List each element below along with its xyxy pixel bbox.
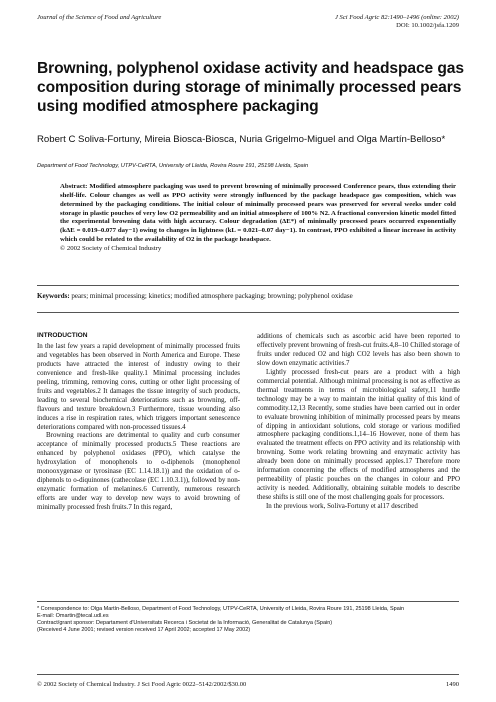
section-heading: INTRODUCTION	[37, 332, 88, 339]
article-title: Browning, polyphenol oxidase activity and headspace gas composition during storage of minimally processed pears using modified atmosphere packaging	[37, 60, 464, 115]
author-list: Robert C Soliva-Fortuny, Mireia Biosca-Biosca, Nuria Grigelmo-Miguel and Olga Martín-Belloso*	[37, 134, 446, 145]
keywords-text: pears; minimal processing; kinetics; modified atmosphere packaging; browning; polyphenol oxidase	[71, 292, 353, 300]
abstract	[60, 183, 456, 254]
footnotes	[37, 606, 461, 634]
affiliation: Department of Food Technology, UTPV-CeRTA, University of Lleida, Rovira Roure 191, 25198 Lleida, Spain	[37, 163, 309, 169]
paragraph: Lightly processed fresh-cut pears are a product with a high commercial potential. Although minimal processing is not as effective as thermal treatments in terms of microbiological safety,11 hurdle technology may be a way to maintain the initial quality of this kind of commodity.12,13 Recently, some studies have been carried out in order to evaluate browning inhibition of minimally processed pears by means of dipping in antioxidant solutions, cold storage or various modified atmosphere packaging conditions.1,14–16 However, none of them has evaluated the treatment effects on PPO activity and its relationship with browning. Some work relating browning and enzymatic activity has already been done on minimally processed apples.17 Therefore more information concerning the effects of modified atmospheres and the permeability of plastic pouches on the changes in colour and PPO activity is needed. Additionally, obtaining suitable models to describe these shifts is still one of the most challenging goals for processors.	[257, 367, 460, 502]
citation: J Sci Food Agric 82:1490–1496 (online: 2002)	[334, 14, 459, 21]
page-number: 1490	[446, 681, 459, 688]
abstract-copyright: © 2002 Society of Chemical Industry	[60, 244, 162, 252]
page-footer	[37, 681, 459, 688]
correspondence-note: * Correspondence to: Olga Martín-Belloso, Department of Food Technology, UTPV-CeRTA, University of Lleida, Rovira Roure 191, 25198 Lleida, Spain	[37, 606, 405, 612]
paragraph: additions of chemicals such as ascorbic acid have been reported to effectively prevent browning of fresh-cut fruits.4,8–10 Chilled storage of fruits under reduced O2 and high CO2 levels has also been shown to slow down enzymatic activities.7	[257, 332, 460, 367]
divider-top	[37, 285, 459, 286]
citation-block	[335, 14, 459, 30]
paragraph: In the last few years a rapid development of minimally processed fruits and vegetables has been observed in North America and Europe. These products have attracted the interest of industry owing to their convenience and fresh-like quality.1 Minimal processing includes peeling, trimming, removing cores, cutting or other light processing of fruits and vegetables.2 It damages the tissue integrity of such products, leading to several biochemical deteriorations such as browning, off-flavours and texture breakdown.3 Furthermore, tissue wounding also induces a rise in respiration rates, which triggers important senescence deteriorations compared with non-processed tissues.4	[37, 341, 240, 431]
divider-keywords	[37, 312, 459, 313]
doi: DOI: 10.1002/jsfa.1209	[396, 22, 459, 29]
keywords	[37, 292, 461, 301]
divider-footnotes	[37, 601, 459, 602]
journal-name: Journal of the Science of Food and Agriculture	[37, 14, 162, 21]
keywords-label: Keywords:	[37, 292, 70, 300]
paragraph: Browning reactions are detrimental to quality and curb consumer acceptance of minimally processed products.5 These reactions are enhanced by polyphenol oxidases (PPO), which catalyse the hydroxylation of monophenols to o-diphenols (monophenol monooxygenase or tyrosinase (EC 1.14.18.1)) and the oxidation of o-diphenols to o-diquinones (cathecolase (EC 1.10.3.1)), followed by non-enzymatic formation of melanines.6 Currently, numerous research efforts are under way to develop new ways to avoid browning of minimally processed fresh fruits.7 In this regard,	[37, 431, 240, 512]
body-column-left	[37, 332, 240, 512]
body-column-right	[257, 332, 460, 511]
footer-copyright: © 2002 Society of Chemical Industry. J Sci Food Agric 0022–5142/2002/$30.00	[37, 681, 247, 688]
divider-bottom	[37, 674, 459, 675]
abstract-text: Abstract: Modified atmosphere packaging was used to prevent browning of minimally processed Conference pears, thus extending their shelf-life. Colour changes as well as PPO activity were strongly influenced by the package headspace gas composition, which was determined by the packaging conditions. The initial colour of minimally processed pears was preserved for several weeks under cold storage in plastic pouches of very low O2 permeability and an initial atmosphere of 100% N2. A fractional conversion kinetic model fitted the experimental browning data with high accuracy. Colour degradation (ΔE*) of minimally processed pears occurred exponentially (kΔE = 0.019–0.077 day−1) owing to changes in lightness (kL = 0.021–0.07 day−1). In contrast, PPO exhibited a linear increase in activity which could be related to the availability of O2 in the package headspace.	[60, 183, 456, 244]
email-note: E-mail: Omartin@tecal.udl.es	[37, 613, 109, 619]
received-note: (Received 4 June 2001; revised version received 17 April 2002; accepted 17 May 2002)	[37, 627, 251, 633]
sponsor-note: Contract/grant sponsor: Departament d'Universitats Recerca i Societat de la Informació, Generalitat de Catalunya (Spain)	[37, 620, 333, 626]
paragraph: In the previous work, Soliva-Fortuny et al17 described	[266, 502, 418, 511]
